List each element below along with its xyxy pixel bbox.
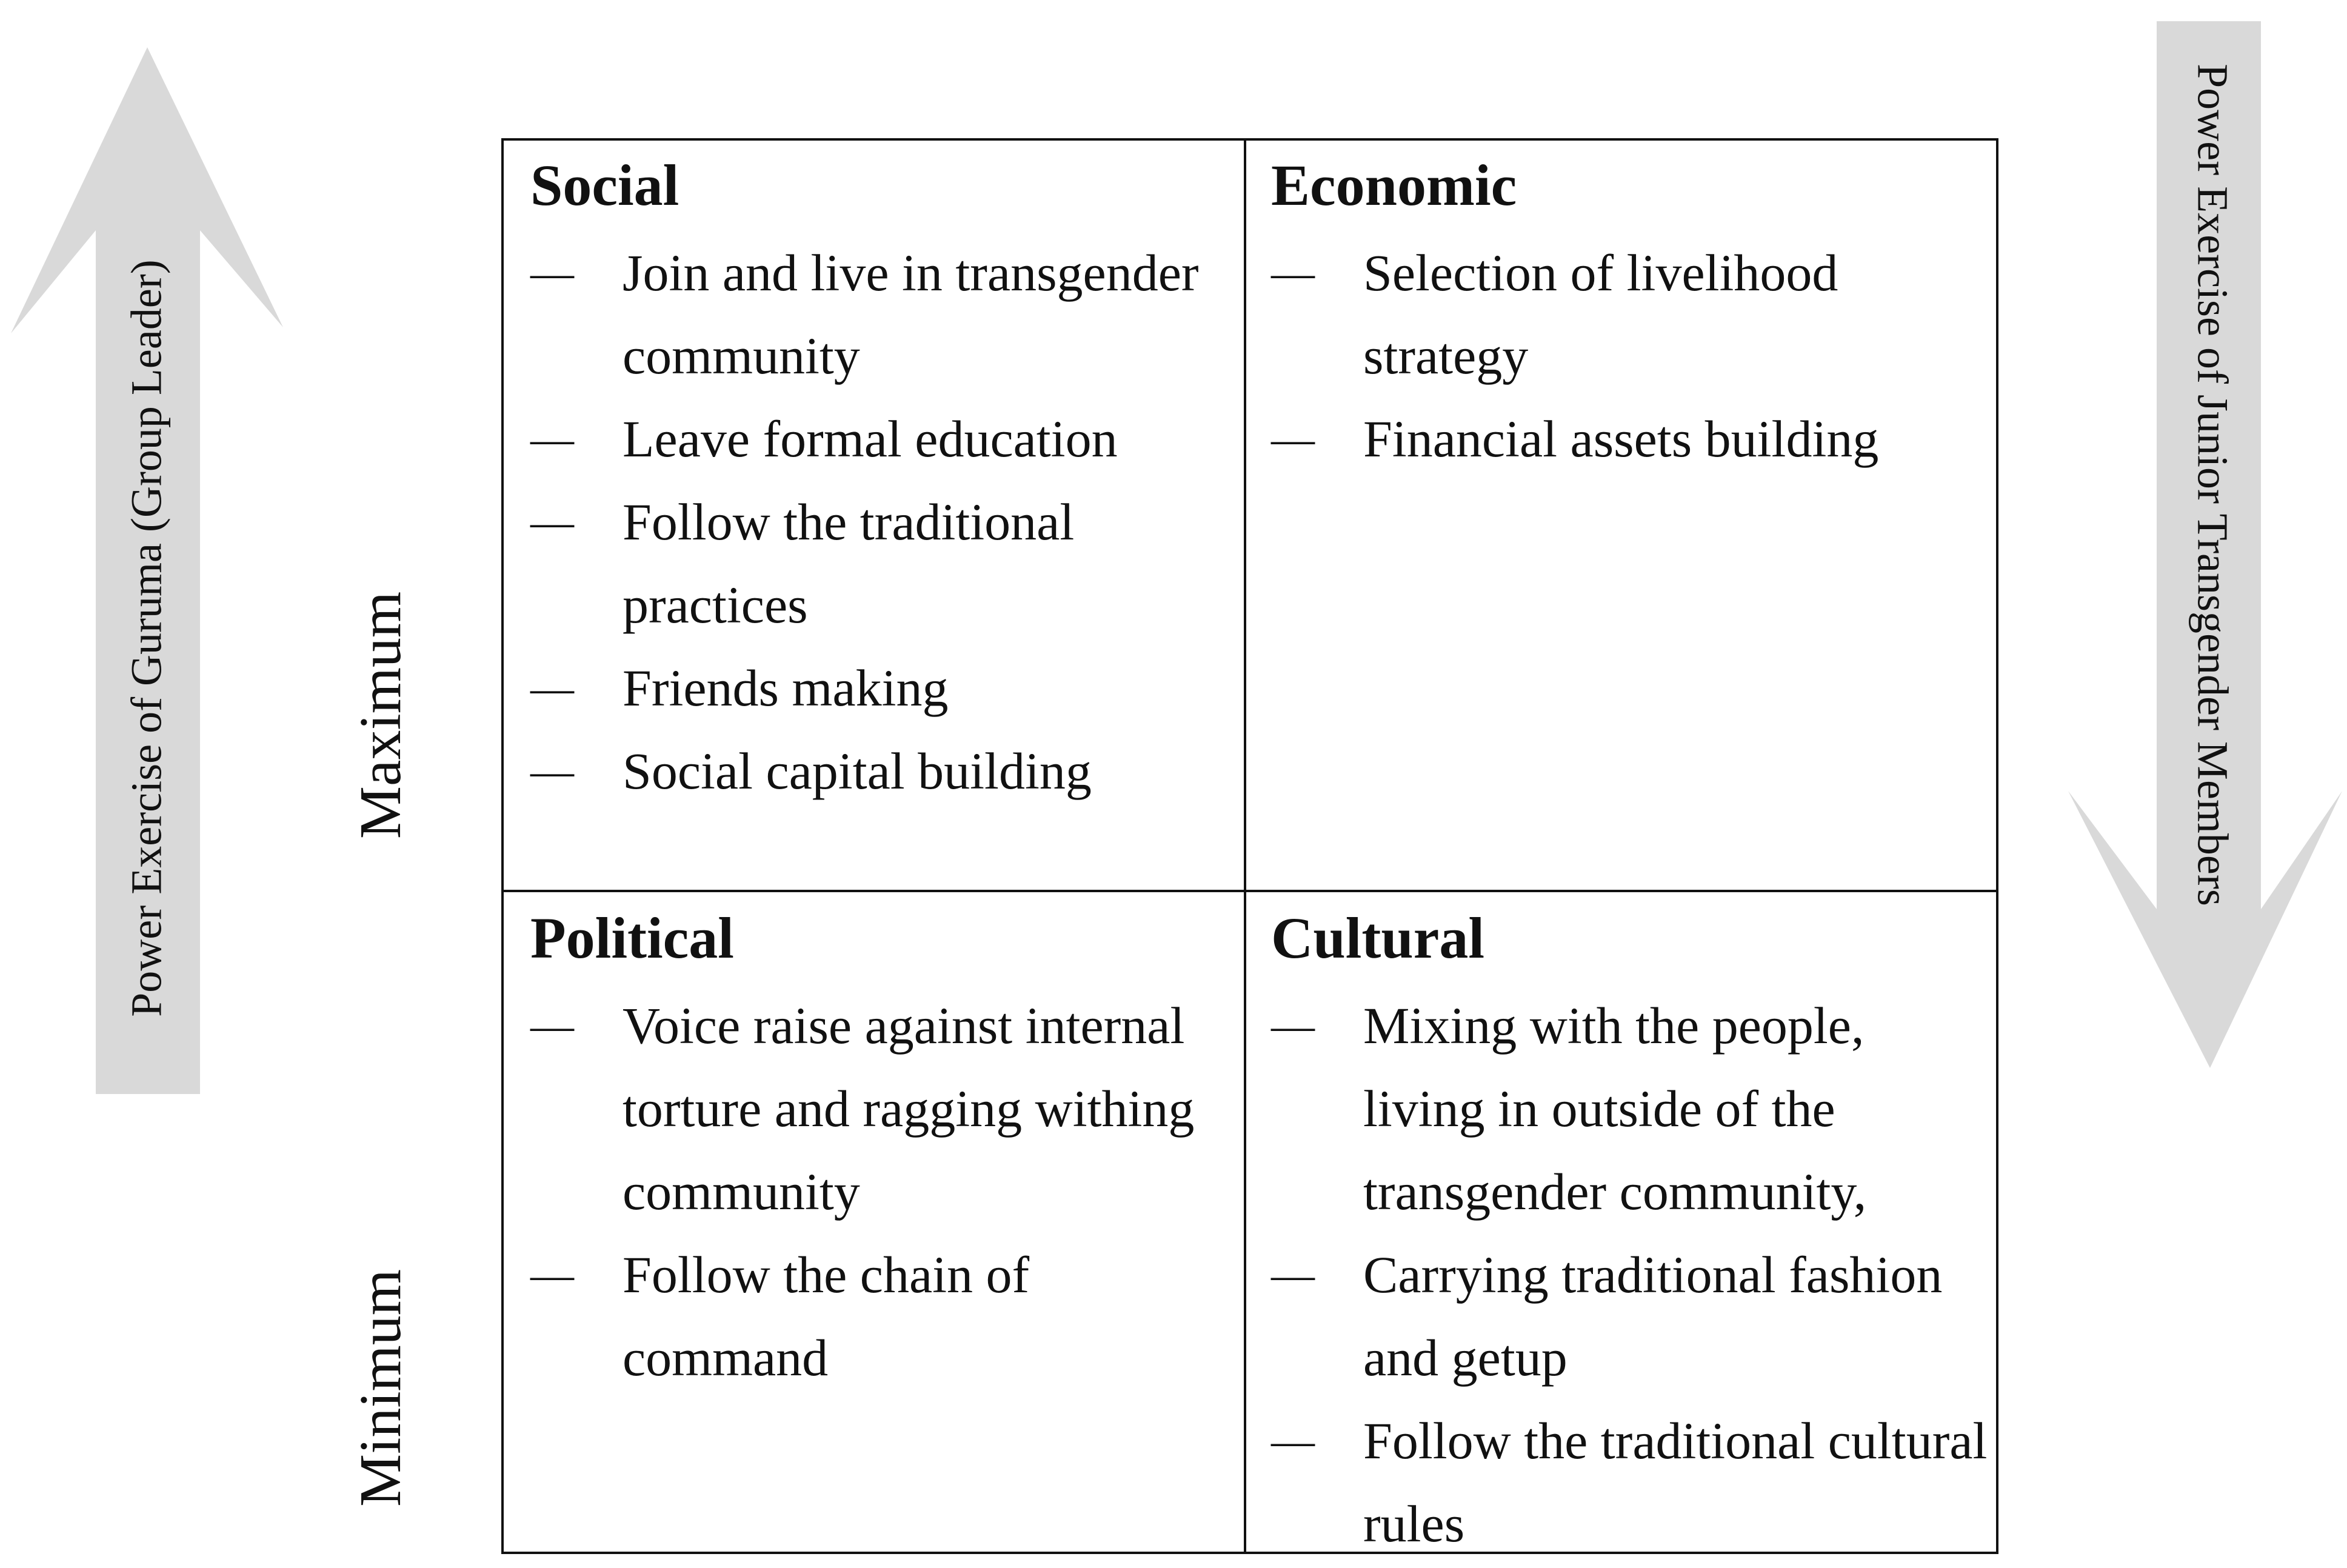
list-item <box>530 232 1240 398</box>
quadrant-title: Political <box>530 906 734 970</box>
quadrant-cultural <box>1271 902 1998 1566</box>
junior-members-power-label: Power Exercise of Junior Transgender Members <box>2188 64 2237 906</box>
power-quadrant-grid <box>501 138 1998 1554</box>
horizontal-divider <box>504 890 1996 892</box>
quadrant-title: Social <box>530 153 679 218</box>
item-text: Social capital building <box>623 742 1092 800</box>
dash-bullet: — <box>530 249 574 297</box>
guruma-power-label: Power Exercise of Guruma (Group Leader) <box>122 259 171 1017</box>
list-item <box>530 481 1240 647</box>
list-item <box>1271 1233 1998 1400</box>
list-item <box>1271 1400 1998 1566</box>
dash-bullet: — <box>1271 1001 1315 1050</box>
list-item <box>1271 984 1998 1233</box>
item-text: Selection of livelihood strategy <box>1363 244 1838 385</box>
quadrant-items <box>530 232 1240 813</box>
item-text: Carrying traditional fashion and getup <box>1363 1246 1943 1387</box>
list-item <box>530 647 1240 730</box>
vertical-divider <box>1244 141 1246 1552</box>
list-item <box>1271 398 1998 481</box>
list-item <box>530 398 1240 481</box>
quadrant-social <box>530 149 1240 813</box>
dash-bullet: — <box>530 1250 574 1299</box>
quadrant-items <box>530 984 1240 1400</box>
dash-bullet: — <box>530 664 574 712</box>
dash-bullet: — <box>1271 1416 1315 1465</box>
item-text: Follow the chain of command <box>623 1246 1030 1387</box>
item-text: Leave formal education <box>623 410 1118 468</box>
quadrant-political <box>530 902 1240 1400</box>
dash-bullet: — <box>1271 415 1315 463</box>
quadrant-items <box>1271 232 1998 481</box>
dash-bullet: — <box>530 498 574 546</box>
level-minimum-label: Minimum <box>348 1269 413 1507</box>
item-text: Voice raise against internal torture and ragging withing community <box>623 996 1195 1221</box>
item-text: Financial assets building <box>1363 410 1879 468</box>
dash-bullet: — <box>530 747 574 795</box>
list-item <box>530 1233 1240 1400</box>
item-text: Friends making <box>623 659 949 717</box>
dash-bullet: — <box>530 1001 574 1050</box>
item-text: Follow the traditional practices <box>623 493 1075 634</box>
list-item <box>530 730 1240 813</box>
quadrant-items <box>1271 984 1998 1566</box>
dash-bullet: — <box>530 415 574 463</box>
list-item <box>1271 232 1998 398</box>
quadrant-economic <box>1271 149 1998 481</box>
list-item <box>530 984 1240 1233</box>
dash-bullet: — <box>1271 249 1315 297</box>
dash-bullet: — <box>1271 1250 1315 1299</box>
level-maximum-label: Maximum <box>348 591 413 839</box>
item-text: Follow the traditional cultural rules <box>1363 1412 1988 1553</box>
item-text: Join and live in transgender community <box>623 244 1199 385</box>
quadrant-title: Economic <box>1271 153 1517 218</box>
item-text: Mixing with the people, living in outside of the transgender community, <box>1363 996 1867 1221</box>
quadrant-title: Cultural <box>1271 906 1485 970</box>
